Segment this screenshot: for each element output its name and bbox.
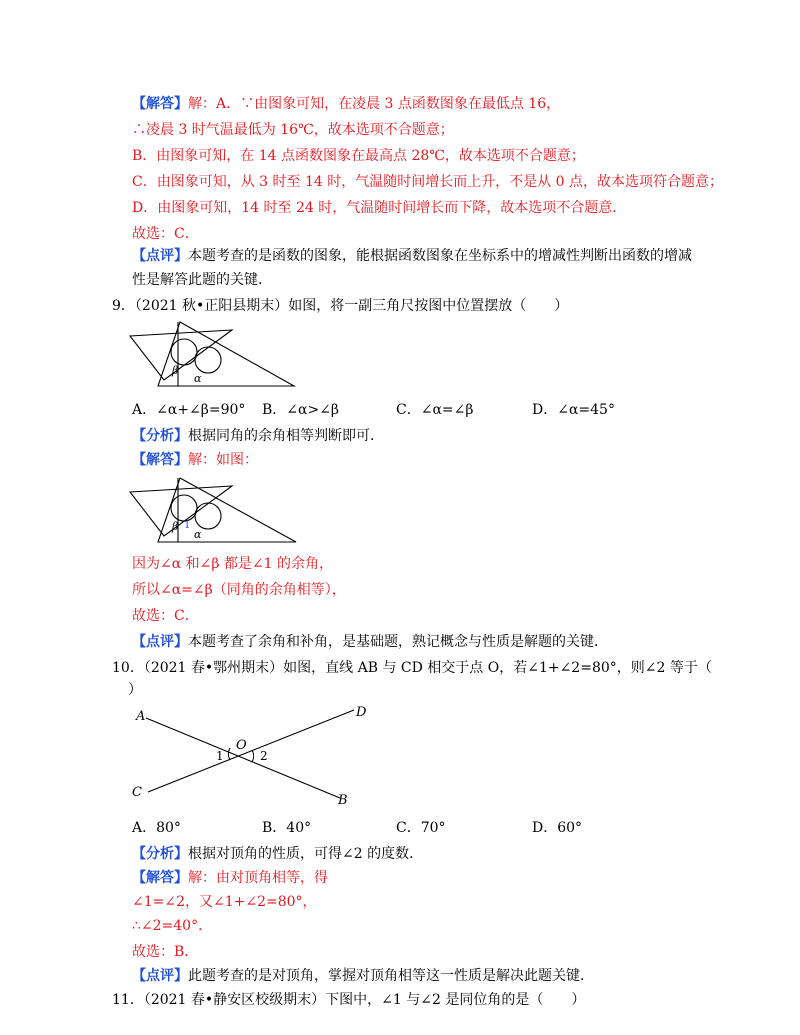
q10-option-a: A．80° (132, 820, 181, 836)
point-a-label: A (136, 709, 146, 724)
q10-solution-line1: ∠1=∠2，又∠1+∠2=80°， (132, 894, 317, 910)
q9-option-a: A．∠α+∠β=90° (132, 402, 246, 418)
angle-1-label: 1 (184, 520, 191, 531)
beta-label: β (172, 364, 179, 377)
q9-option-b: B．∠α>∠β (262, 402, 340, 418)
fenxi-tag: 【分析】 (132, 428, 188, 444)
q9-jieda-text: 解：如图： (188, 452, 258, 468)
q10-figure-intersecting-lines (128, 700, 368, 810)
fenxi-tag: 【分析】 (132, 846, 188, 862)
q10-option-b: B．40° (262, 820, 312, 836)
q9-fenxi-text: 根据同角的余角相等判断即可． (188, 428, 384, 444)
q10-jieda-text: 解：由对顶角相等，得 (188, 870, 328, 886)
q9-solution-line1: 因为∠α 和∠β 都是∠1 的余角， (132, 556, 333, 572)
jieda-tag: 【解答】 (132, 452, 188, 468)
alpha-label: α (194, 528, 202, 541)
point-o-label: O (236, 738, 247, 753)
q10-option-c: C．70° (396, 820, 446, 836)
q9-figure-triangles (128, 320, 298, 390)
q8-jieda-line4: C．由图象可知，从 3 时至 14 时，气温随时间增长而上升，不是从 0 点，故本选项符合题意； (132, 174, 724, 190)
q8-dianping-line1 (132, 246, 692, 266)
q8-dianping-text: 本题考查的是函数的图象，能根据函数图象在坐标系中的增减性判断出函数的增减 (188, 248, 692, 264)
dianping-tag: 【点评】 (132, 634, 188, 650)
q10-stem-end: ） (128, 682, 142, 698)
beta-label: β (172, 520, 179, 533)
point-b-label: B (338, 793, 348, 808)
q10-option-d: D．60° (532, 820, 583, 836)
q9-jieda (132, 450, 258, 470)
q9-stem: 9．（2021 秋•正阳县期末）如图，将一副三角尺按图中位置摆放（ ） (112, 298, 569, 314)
dianping-tag: 【点评】 (132, 968, 188, 984)
q8-jieda-line3: B．由图象可知，在 14 点函数图象在最高点 28℃，故本选项不合题意； (132, 148, 585, 164)
q8-jieda-text-1: 解：A．∵由图象可知，在凌晨 3 点函数图象在最低点 16， (188, 96, 561, 112)
q9-option-d: D．∠α=45° (532, 402, 615, 418)
q9-fenxi (132, 426, 384, 446)
q10-dianping (132, 966, 594, 986)
q10-solution-line2: ∴∠2=40°． (132, 918, 213, 934)
q9-dianping (132, 632, 608, 652)
q8-jieda-line1 (132, 94, 560, 114)
q8-jieda-line2: ∴凌晨 3 时气温最低为 16℃，故本选项不合题意； (132, 122, 454, 138)
q8-jieda-line5: D．由图象可知，14 时至 24 时，气温随时间增长而下降，故本选项不合题意． (132, 200, 627, 216)
q10-stem: 10．（2021 春•鄂州期末）如图，直线 AB 与 CD 相交于点 O，若∠1+∠2=80°，则∠2 等于（ (112, 660, 712, 676)
dianping-tag: 【点评】 (132, 248, 188, 264)
alpha-label: α (194, 372, 202, 385)
jieda-tag: 【解答】 (132, 96, 188, 112)
angle-1-label: 1 (216, 749, 224, 763)
q9-figure-triangles-annotated (128, 474, 300, 546)
q9-solution-line2: 所以∠α=∠β（同角的余角相等）， (132, 582, 346, 598)
q10-jieda (132, 868, 328, 888)
jieda-tag: 【解答】 (132, 870, 188, 886)
q9-answer: 故选：C． (132, 608, 199, 624)
q10-fenxi-text: 根据对顶角的性质，可得∠2 的度数． (188, 846, 424, 862)
point-d-label: D (356, 705, 367, 720)
q9-option-c: C．∠α=∠β (396, 402, 474, 418)
q10-answer: 故选：B． (132, 944, 199, 960)
point-c-label: C (132, 785, 142, 800)
q9-dianping-text: 本题考查了余角和补角，是基础题，熟记概念与性质是解题的关键． (188, 634, 608, 650)
q8-dianping-line2: 性是解答此题的关键． (132, 272, 272, 288)
q10-fenxi (132, 844, 423, 864)
q8-answer: 故选：C． (132, 226, 199, 242)
q11-stem: 11．（2021 春•静安区校级期末）下图中，∠1 与∠2 是同位角的是（ ） (112, 992, 586, 1008)
q10-dianping-text: 此题考查的是对顶角，掌握对顶角相等这一性质是解决此题关键． (188, 968, 594, 984)
angle-2-label: 2 (260, 749, 268, 763)
